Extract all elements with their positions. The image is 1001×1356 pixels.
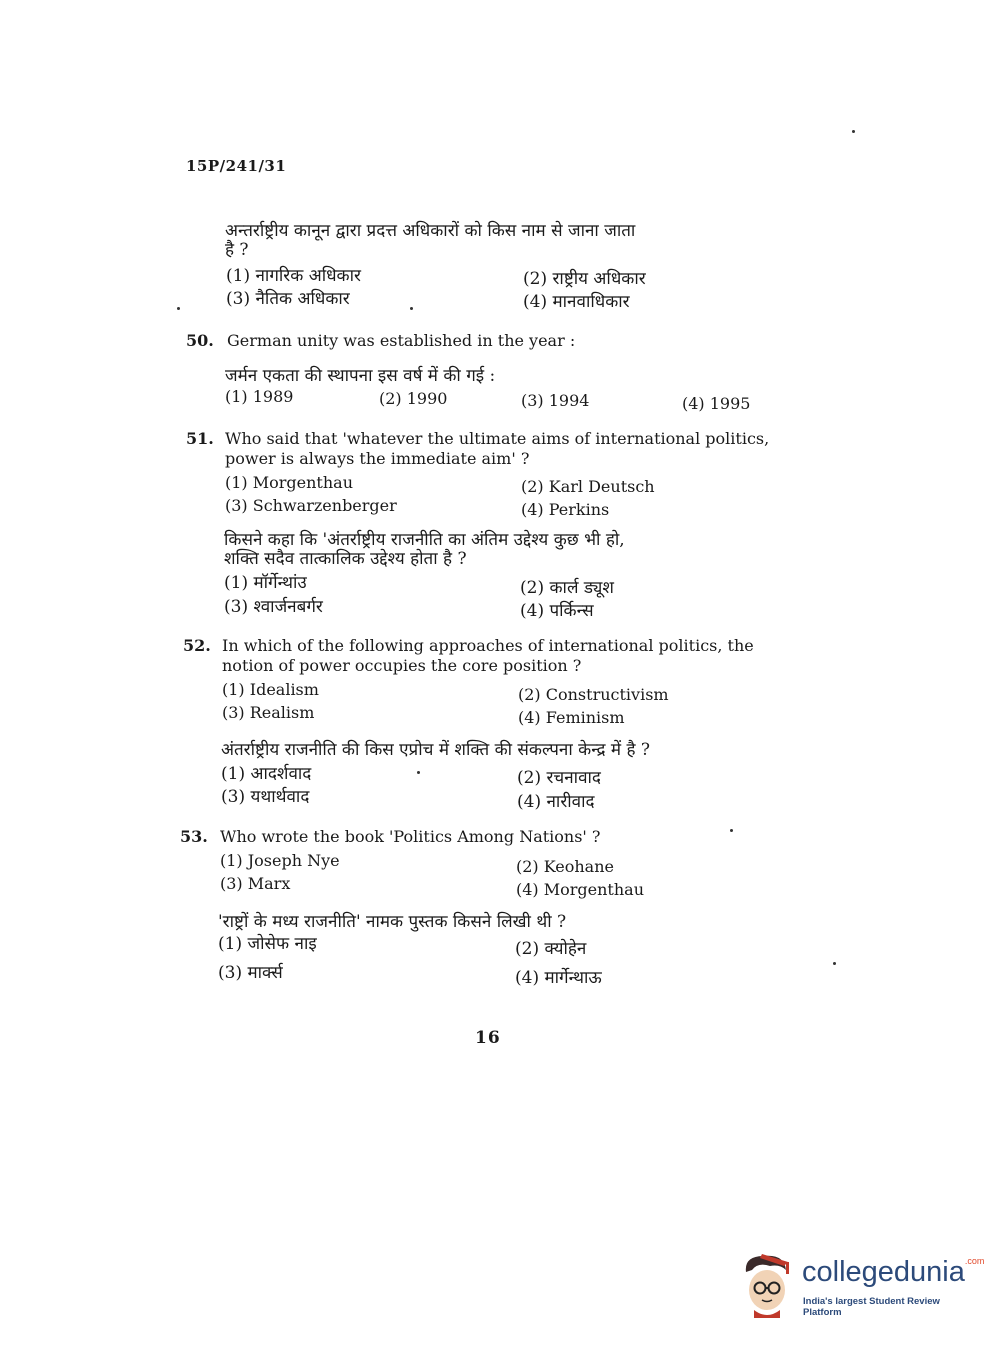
option-hindi: (1) नागरिक अधिकार (226, 266, 361, 286)
question-number: 50. (186, 331, 214, 350)
question-52-english-line1: In which of the following approaches of international politics, the (222, 636, 754, 655)
option: (3) Schwarzenberger (225, 496, 397, 515)
option-hindi: (1) आदर्शवाद (221, 764, 312, 784)
question-50-hindi: जर्मन एकता की स्थापना इस वर्ष में की गई : (225, 366, 496, 386)
option: (2) Constructivism (518, 685, 669, 704)
option-hindi: (3) नैतिक अधिकार (226, 289, 350, 309)
page-number: 16 (475, 1028, 501, 1048)
option-hindi: (1) जोसेफ नाइ (218, 934, 317, 954)
option: (2) Karl Deutsch (521, 477, 655, 496)
option: (1) Idealism (222, 680, 319, 699)
option-hindi: (4) पर्किन्स (520, 601, 594, 621)
option: (3) Marx (220, 874, 291, 893)
option-hindi: (1) मॉर्गेन्थांउ (224, 573, 307, 593)
scan-speck (410, 307, 413, 310)
scan-speck (177, 307, 180, 310)
option-hindi: (3) श्वार्जनबर्गर (224, 597, 323, 617)
question-number: 53. (180, 827, 208, 846)
paper-code: 15P/241/31 (186, 157, 287, 175)
option: (4) 1995 (682, 394, 751, 413)
scan-speck (417, 771, 420, 774)
option-hindi: (4) मार्गेन्थाऊ (515, 968, 602, 988)
question-number: 51. (186, 429, 214, 448)
mascot-icon (740, 1250, 800, 1318)
option-hindi: (3) यथार्थवाद (221, 787, 310, 807)
question-49-hindi-line1: अन्तर्राष्ट्रीय कानून द्वारा प्रदत्त अधिकारों को किस नाम से जाना जाता (225, 221, 636, 241)
option-hindi: (2) कार्ल ड्यूश (520, 578, 614, 598)
collegedunia-logo (740, 1250, 985, 1320)
question-51-english-line2: power is always the immediate aim' ? (225, 449, 530, 468)
option-hindi: (2) रचनावाद (517, 768, 601, 788)
question-52-hindi: अंतर्राष्ट्रीय राजनीति की किस एप्रोच में शक्ति की संकल्पना केन्द्र में है ? (221, 740, 651, 760)
question-number: 52. (183, 636, 211, 655)
option: (4) Feminism (518, 708, 625, 727)
option: (4) Morgenthau (516, 880, 645, 899)
logo-wordmark: collegedunia$^{.com}$ (802, 1256, 985, 1288)
scan-speck (852, 130, 855, 133)
option: (2) Keohane (516, 857, 614, 876)
option-hindi: (3) मार्क्स (218, 963, 283, 983)
question-52-english-line2: notion of power occupies the core position ? (222, 656, 582, 675)
option: (4) Perkins (521, 500, 610, 519)
question-51-hindi-line2: शक्ति सदैव तात्कालिक उद्देश्य होता है ? (224, 549, 467, 569)
scan-speck (833, 962, 836, 965)
question-51-english-line1: Who said that 'whatever the ultimate aims of international politics, (225, 429, 770, 448)
option: (1) 1989 (225, 387, 294, 406)
option-hindi: (4) मानवाधिकार (523, 292, 630, 312)
option-hindi: (2) क्योहेन (515, 939, 587, 959)
option: (1) Morgenthau (225, 473, 354, 492)
question-53-english: Who wrote the book 'Politics Among Nations' ? (220, 827, 601, 846)
option: (3) 1994 (521, 391, 590, 410)
scan-speck (730, 829, 733, 832)
option: (3) Realism (222, 703, 315, 722)
question-53-hindi: 'राष्ट्रों के मध्य राजनीति' नामक पुस्तक किसने लिखी थी ? (218, 912, 567, 932)
option-hindi: (2) राष्ट्रीय अधिकार (523, 269, 646, 289)
question-49-hindi-line2: है ? (225, 240, 249, 260)
question-51-hindi-line1: किसने कहा कि 'अंतर्राष्ट्रीय राजनीति का अंतिम उद्देश्य कुछ भी हो, (224, 530, 625, 550)
question-50-english: German unity was established in the year : (227, 331, 576, 350)
option-hindi: (4) नारीवाद (517, 792, 595, 812)
option: (1) Joseph Nye (220, 851, 340, 870)
logo-tagline: India's largest Student Review Platform (803, 1296, 940, 1318)
option: (2) 1990 (379, 389, 448, 408)
